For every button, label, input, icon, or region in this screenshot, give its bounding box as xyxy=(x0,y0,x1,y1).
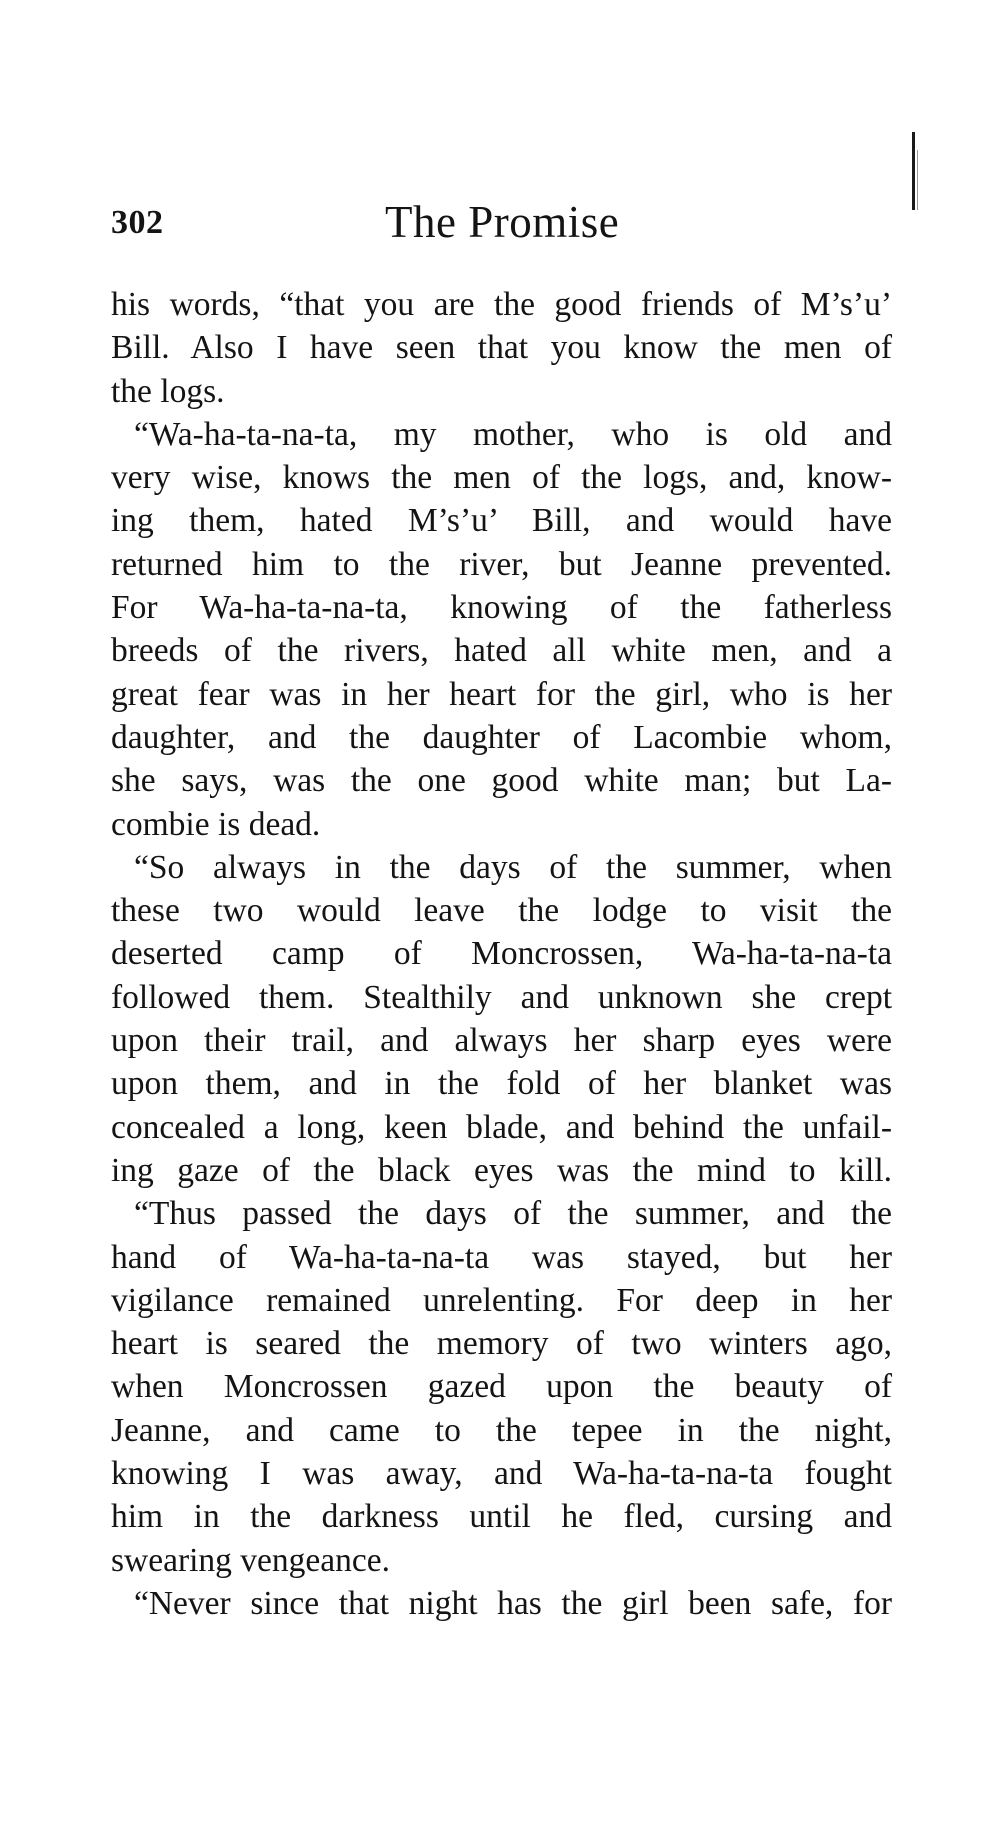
margin-rule xyxy=(912,132,915,210)
text-line: hand of Wa-ha-ta-na-ta was stayed, but her xyxy=(111,1238,892,1276)
text-line: returned him to the river, but Jeanne prevented. xyxy=(111,545,892,583)
running-header xyxy=(111,196,891,252)
text-line: when Moncrossen gazed upon the beauty of xyxy=(111,1368,892,1406)
text-line: breeds of the rivers, hated all white men, and a xyxy=(111,632,892,670)
text-line: concealed a long, keen blade, and behind the unfail- xyxy=(111,1108,892,1146)
text-line: “Never since that night has the girl been safe, for xyxy=(134,1584,892,1622)
text-line: swearing vengeance. xyxy=(111,1541,391,1579)
text-line: “So always in the days of the summer, when xyxy=(134,848,892,886)
text-line: knowing I was away, and Wa-ha-ta-na-ta fought xyxy=(111,1455,892,1493)
text-line: “Thus passed the days of the summer, and the xyxy=(134,1195,892,1233)
text-line: For Wa-ha-ta-na-ta, knowing of the fatherless xyxy=(111,589,892,627)
text-line: combie is dead. xyxy=(111,805,321,843)
text-line: she says, was the one good white man; but La- xyxy=(111,762,892,800)
body-text xyxy=(111,283,892,1625)
text-line: these two would leave the lodge to visit the xyxy=(111,892,892,930)
text-line: Bill. Also I have seen that you know the men of xyxy=(111,329,892,367)
text-line: his words, “that you are the good friends of M’s’u’ xyxy=(111,286,892,323)
text-line: ing gaze of the black eyes was the mind to kill. xyxy=(111,1151,892,1189)
page-number: 302 xyxy=(111,204,164,241)
text-line: great fear was in her heart for the girl, who is her xyxy=(111,675,892,713)
text-line: upon their trail, and always her sharp eyes were xyxy=(111,1022,892,1060)
text-line: daughter, and the daughter of Lacombie whom, xyxy=(111,718,892,756)
text-line: upon them, and in the fold of her blanket was xyxy=(111,1065,892,1103)
text-line: “Wa-ha-ta-na-ta, my mother, who is old and xyxy=(134,415,892,453)
text-line: Jeanne, and came to the tepee in the night, xyxy=(111,1411,892,1449)
text-line: him in the darkness until he fled, cursing and xyxy=(111,1498,892,1536)
text-line: very wise, knows the men of the logs, and, know- xyxy=(111,459,892,497)
text-line: followed them. Stealthily and unknown she crept xyxy=(111,978,892,1016)
text-line: heart is seared the memory of two winters ago, xyxy=(111,1325,892,1363)
margin-rule-shadow xyxy=(917,150,918,210)
text-line: deserted camp of Moncrossen, Wa-ha-ta-na-ta xyxy=(111,935,892,973)
running-title: The Promise xyxy=(385,197,620,247)
text-line: ing them, hated M’s’u’ Bill, and would have xyxy=(111,502,892,540)
text-line: vigilance remained unrelenting. For deep in her xyxy=(111,1281,892,1319)
text-line: the logs. xyxy=(111,372,225,410)
